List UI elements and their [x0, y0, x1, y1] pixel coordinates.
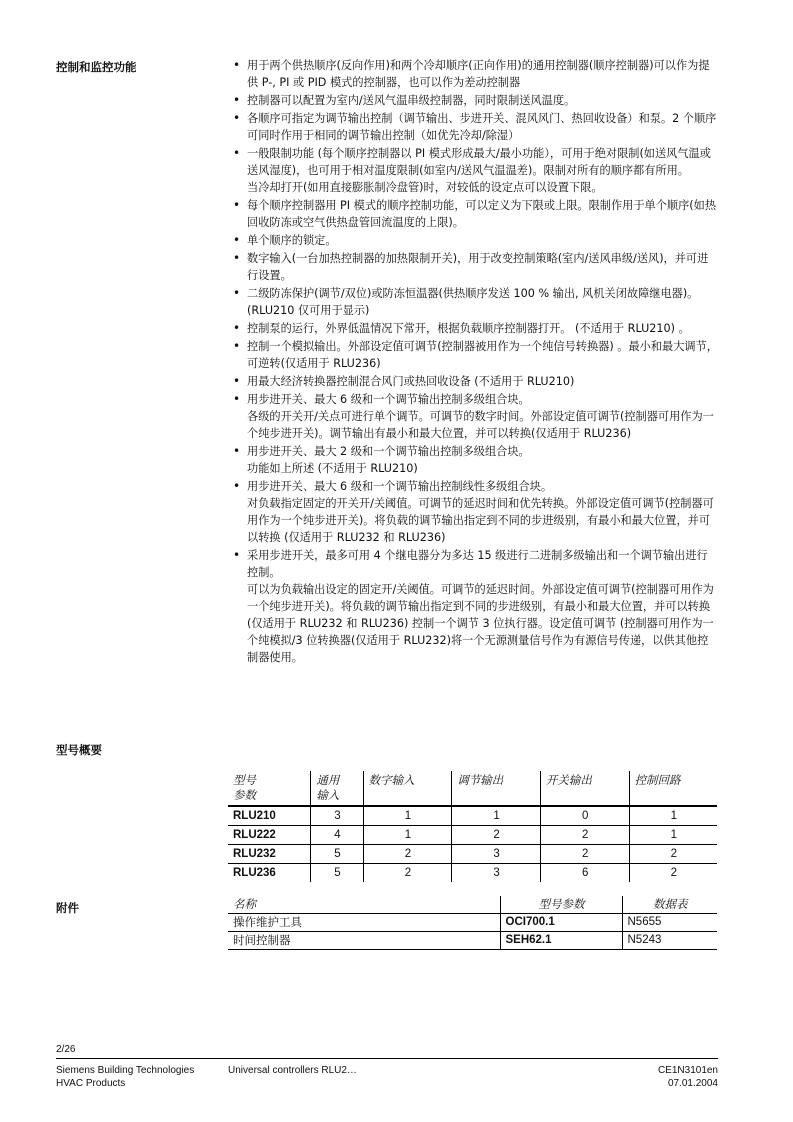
accessory-datasheet-cell: N5243: [622, 932, 717, 950]
feature-bullet-item: [233, 110, 718, 144]
footer-company-line1: Siemens Building Technologies: [56, 1065, 195, 1076]
value-cell: 3: [452, 864, 541, 883]
feature-bullet-item: [233, 373, 718, 390]
section-heading-accessories: 附件: [56, 901, 79, 915]
page-number: 2/26: [56, 1044, 76, 1055]
footer-date: 07.01.2004: [667, 1078, 718, 1089]
feature-bullet-item: [233, 145, 718, 196]
value-cell: 1: [363, 806, 452, 826]
feature-bullet-item: [233, 250, 718, 284]
feature-bullet-item: [233, 478, 718, 546]
feature-bullet-text: • 用最大经济转换器控制混合风门或热回收设备 (不适用于 RLU210): [247, 375, 575, 388]
feature-bullet-text: • 用于两个供热顺序(反向作用)和两个冷却顺序(正向作用)的通用控制器(顺序控制器)可以作为提供 P-, PI 或 PID 模式的控制器，也可以作为差动控制器: [247, 59, 710, 89]
value-cell: 3: [452, 845, 541, 864]
feature-bullet-text: • 一般限制功能 (每个顺序控制器以 PI 模式形成最大/最小功能），可用于绝对限制(如送风气温或送风湿度)，也可用于相对温度限制(如室内/送风气温温差)。限制对所有的顺序都有所用。: [247, 147, 711, 177]
feature-bullet-item: [233, 320, 718, 337]
accessories-header-cell: 数据表: [622, 896, 717, 914]
feature-bullet-text: • 数字输入(一台加热控制器的加热限制开关)，用于改变控制策略(室内/送风串级/送风)，并可进行设置。: [247, 252, 709, 282]
value-cell: 3: [311, 806, 363, 826]
table-row: [228, 845, 717, 864]
value-cell: 2: [540, 845, 629, 864]
table-row: [228, 932, 717, 950]
value-cell: 1: [629, 806, 717, 826]
feature-bullet-detail: 各级的开关开/关点可进行单个调节。可调节的数字时间。外部设定值可调节(控制器可用作为一个纯步进开关)。调节输出有最小和最大位置，并可以转换(仅适用于 RLU236): [247, 410, 714, 440]
model-cell: RLU222: [228, 826, 311, 845]
feature-bullet-item: [233, 232, 718, 249]
accessories-header-cell: 型号参数: [500, 896, 622, 914]
table-row: [228, 826, 717, 845]
feature-bullet-item: [233, 57, 718, 91]
value-cell: 2: [629, 845, 717, 864]
model-cell: RLU232: [228, 845, 311, 864]
accessory-name-cell: 操作维护工具: [228, 914, 500, 932]
feature-bullet-list: [233, 57, 718, 667]
accessory-datasheet-cell: N5655: [622, 914, 717, 932]
section-heading-control-functions: 控制和监控功能: [56, 60, 137, 74]
feature-bullet-text: • 每个顺序控制器用 PI 模式的顺序控制功能，可以定义为下限或上限。限制作用于单个顺序(如热回收防冻或空气供热盘管回流温度的上限)。: [247, 199, 717, 229]
value-cell: 4: [311, 826, 363, 845]
feature-bullet-detail: 对负载指定固定的开关开/关阈值。可调节的延迟时间和优先转换。外部设定值可调节(控制器可用作为一个纯步进开关)。将负载的调节输出指定到不同的步进级别，有最小和最大位置，并可以转换 (仅适用于 RLU232 和 RLU236): [247, 497, 714, 544]
feature-bullet-detail: 当冷却打开(如用直接膨胀制冷盘管)时，对较低的设定点可以设置下限。: [247, 181, 603, 194]
accessories-table: [228, 896, 717, 950]
type-table-header-cell: 控制回路: [629, 771, 717, 806]
accessory-name-cell: 时间控制器: [228, 932, 500, 950]
accessories-table-header-row: [228, 896, 717, 914]
value-cell: 5: [311, 845, 363, 864]
feature-bullet-text: • 控制器可以配置为室内/送风气温串级控制器，同时限制送风温度。: [247, 94, 576, 107]
feature-bullet-item: [233, 391, 718, 442]
feature-bullet-item: [233, 92, 718, 109]
model-cell: RLU236: [233, 866, 276, 879]
feature-bullet-text: • 控制泵的运行，外界低温情况下常开，根据负载顺序控制器打开。 (不适用于 RLU210) 。: [247, 322, 690, 335]
type-table-header-cell: 通用 输入: [311, 771, 363, 806]
feature-bullet-item: [233, 443, 718, 477]
value-cell: 2: [629, 864, 717, 883]
feature-bullet-item: [233, 285, 718, 319]
feature-bullet-detail: 可以为负载输出设定的固定开/关阈值。可调节的延迟时间。外部设定值可调节(控制器可用作为一个纯步进开关)。将负载的调节输出指定到不同的步进级别，有最小和最大位置，并可以转换 (仅适用于 RLU232 和 RLU236) 控制一个调节 3 位执行器。设定值可调节 (控制器可用作为一个纯模拟/3 位转换器(仅适用于 RLU232)将一个无源测量信号作为有源信号传递，以供其他控制器使用。: [247, 583, 714, 664]
accessories-header-cell: 名称: [228, 896, 500, 914]
feature-bullet-text: • 用步进开关、最大 2 级和一个调节输出控制多级组合块。: [247, 445, 530, 458]
table-row: [228, 864, 717, 883]
type-table-header-cell: 型号 参数: [228, 771, 311, 806]
feature-bullet-item: [233, 197, 718, 231]
type-summary-table: [228, 771, 717, 882]
value-cell: 6: [540, 864, 629, 883]
value-cell: 2: [363, 864, 452, 883]
type-table-header-row: [228, 771, 717, 806]
type-table-header-cell: 调节输出: [452, 771, 541, 806]
value-cell: 5: [311, 864, 363, 883]
feature-bullet-text: • 用步进开关、最大 6 级和一个调节输出控制线性多级组合块。: [247, 480, 553, 493]
value-cell: 2: [540, 826, 629, 845]
table-row: [228, 806, 717, 826]
footer-company-line2: HVAC Products: [56, 1078, 126, 1089]
feature-bullet-item: [233, 338, 718, 372]
section-heading-type-summary: 型号概要: [56, 743, 102, 757]
type-table-header-cell: 数字输入: [363, 771, 452, 806]
feature-bullet-text: • 各顺序可指定为调节输出控制（调节输出、步进开关、混风风门、热回收设备）和泵。2 个顺序可同时作用于相同的调节输出控制（如优先冷却/除湿）: [247, 112, 717, 142]
accessory-code-cell: OCI700.1: [500, 914, 622, 932]
feature-bullet-text: • 二级防冻保护(调节/双位)或防冻恒温器(供热顺序发送 100 % 输出, 风机关闭故障继电器)。 (RLU210 仅可用于显示): [247, 287, 699, 317]
footer-divider: [56, 1058, 718, 1059]
value-cell: 2: [452, 826, 541, 845]
value-cell: 1: [629, 826, 717, 845]
model-cell: RLU210: [228, 806, 311, 826]
value-cell: 2: [363, 845, 452, 864]
footer-doc-title: Universal controllers RLU2…: [228, 1065, 357, 1076]
table-row: [228, 914, 717, 932]
value-cell: 1: [363, 826, 452, 845]
value-cell: 1: [452, 806, 541, 826]
feature-bullet-item: [233, 547, 718, 666]
footer-doc-info: [658, 1064, 718, 1090]
accessory-code-cell: SEH62.1: [500, 932, 622, 950]
footer-company: [56, 1064, 194, 1090]
type-table-header-cell: 开关输出: [540, 771, 629, 806]
feature-bullet-text: • 单个顺序的锁定。: [247, 234, 337, 247]
feature-bullet-text: • 采用步进开关，最多可用 4 个继电器分为多达 15 级进行二进制多级输出和一个调节输出进行控制。: [247, 549, 708, 579]
feature-bullet-text: • 用步进开关、最大 6 级和一个调节输出控制多级组合块。: [247, 393, 530, 406]
feature-bullet-detail: 功能如上所述 (不适用于 RLU210): [247, 462, 418, 475]
footer-doc-code: CE1N3101en: [657, 1065, 718, 1076]
value-cell: 0: [540, 806, 629, 826]
feature-bullet-text: • 控制一个模拟输出。外部设定值可调节(控制器被用作为一个纯信号转换器) 。最小和最大调节，可逆转(仅适用于 RLU236): [247, 340, 718, 370]
